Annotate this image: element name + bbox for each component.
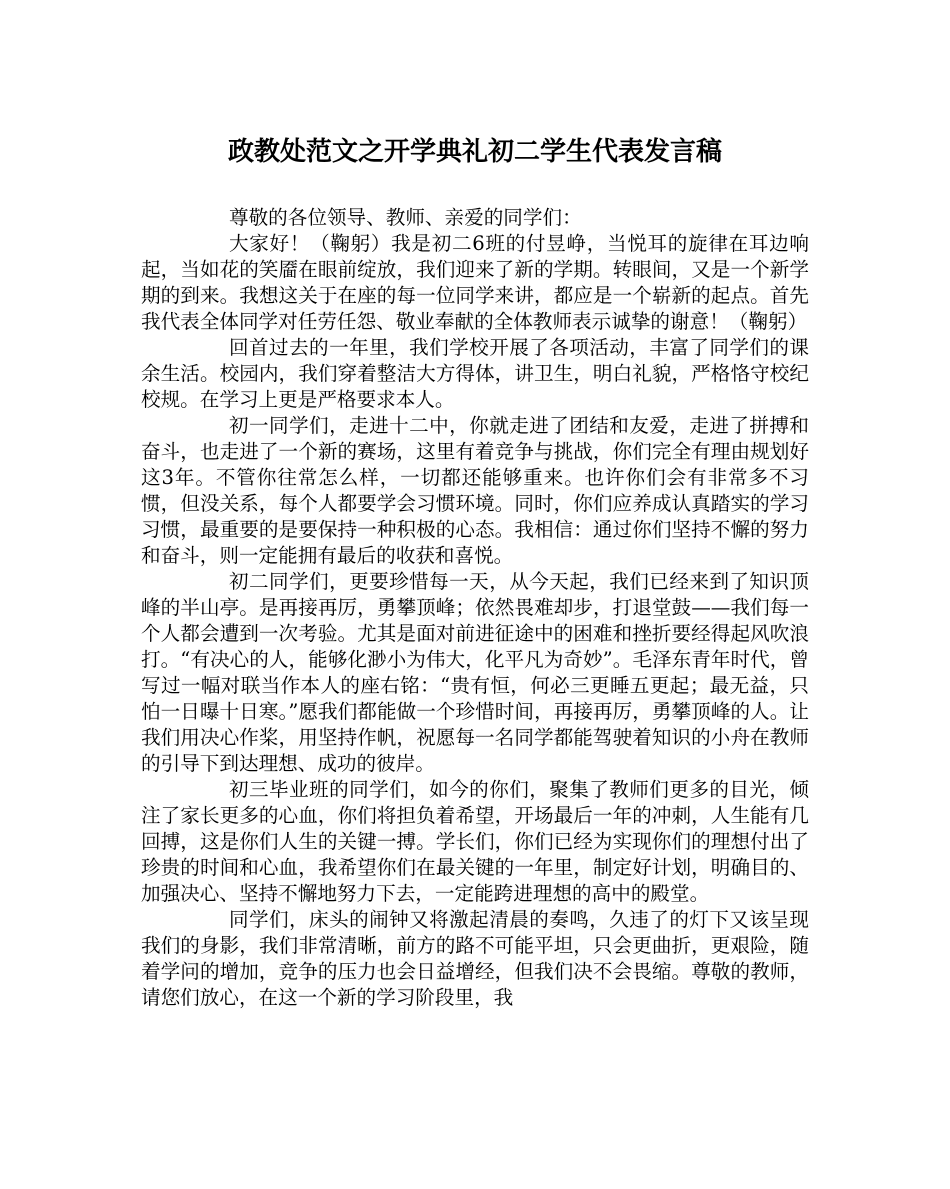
body-paragraph: 大家好！（鞠躬）我是初二6班的付昱峥，当悦耳的旋律在耳边响起，当如花的笑靥在眼前绽放，我们迎来了新的学期。转眼间，又是一个新学期的到来。我想这关于在座的每一位同学来讲，都应是一个崭新的起点。首先我代表全体同学对任劳任怨、敬业奉献的全体教师表示诚挚的谢意！（鞠躬） — [141, 232, 809, 333]
document-body — [141, 205, 809, 1011]
salutation-paragraph: 尊敬的各位领导、教师、亲爱的同学们： — [229, 206, 582, 229]
body-paragraph: 回首过去的一年里，我们学校开展了各项活动，丰富了同学们的课余生活。校园内，我们穿着整洁大方得体，讲卫生，明白礼貌，严格恪守校纪校规。在学习上更是严格要求本人。 — [141, 336, 809, 411]
body-paragraph: 初二同学们，更要珍惜每一天，从今天起，我们已经来到了知识顶峰的半山亭。是再接再厉，勇攀顶峰；依然畏难却步，打退堂鼓——我们每一个人都会遭到一次考验。尤其是面对前进征途中的困难和挫折要经得起风吹浪打。“有决心的人，能够化渺小为伟大，化平凡为奇妙”。毛泽东青年时代，曾写过一幅对联当作本人的座右铭：“贵有恒，何必三更睡五更起；最无益，只怕一日曝十日寒。”愿我们都能做一个珍惜时间，再接再厉，勇攀顶峰的人。让我们用决心作桨，用坚持作帆，祝愿每一名同学都能驾驶着知识的小舟在教师的引导下到达理想、成功的彼岸。 — [141, 570, 809, 775]
body-paragraph: 初一同学们，走进十二中，你就走进了团结和友爱，走进了拼搏和奋斗，也走进了一个新的赛场，这里有着竞争与挑战，你们完全有理由规划好这3年。不管你往常怎么样，一切都还能够重来。也许你们会有非常多不习惯，但没关系，每个人都要学会习惯环境。同时，你们应养成认真踏实的学习习惯，最重要的是要保持一种积极的心态。我相信：通过你们坚持不懈的努力和奋斗，则一定能拥有最后的收获和喜悦。 — [141, 414, 809, 567]
body-paragraph: 初三毕业班的同学们，如今的你们，聚集了教师们更多的目光，倾注了家长更多的心血，你们将担负着希望，开场最后一年的冲刺，人生能有几回搏，这是你们人生的关键一搏。学长们，你们已经为实现你们的理想付出了珍贵的时间和心血，我希望你们在最关键的一年里，制定好计划，明确目的、加强决心、坚持不懈地努力下去，一定能跨进理想的高中的殿堂。 — [141, 778, 809, 905]
body-paragraph: 同学们，床头的闹钟又将激起清晨的奏鸣，久违了的灯下又该呈现我们的身影，我们非常清晰，前方的路不可能平坦，只会更曲折，更艰险，随着学问的增加，竞争的压力也会日益增经，但我们决不会畏缩。尊敬的教师，请您们放心，在这一个新的学习阶段里，我 — [141, 908, 809, 1009]
document-title: 政教处范文之开学典礼初二学生代表发言稿 — [227, 137, 722, 167]
